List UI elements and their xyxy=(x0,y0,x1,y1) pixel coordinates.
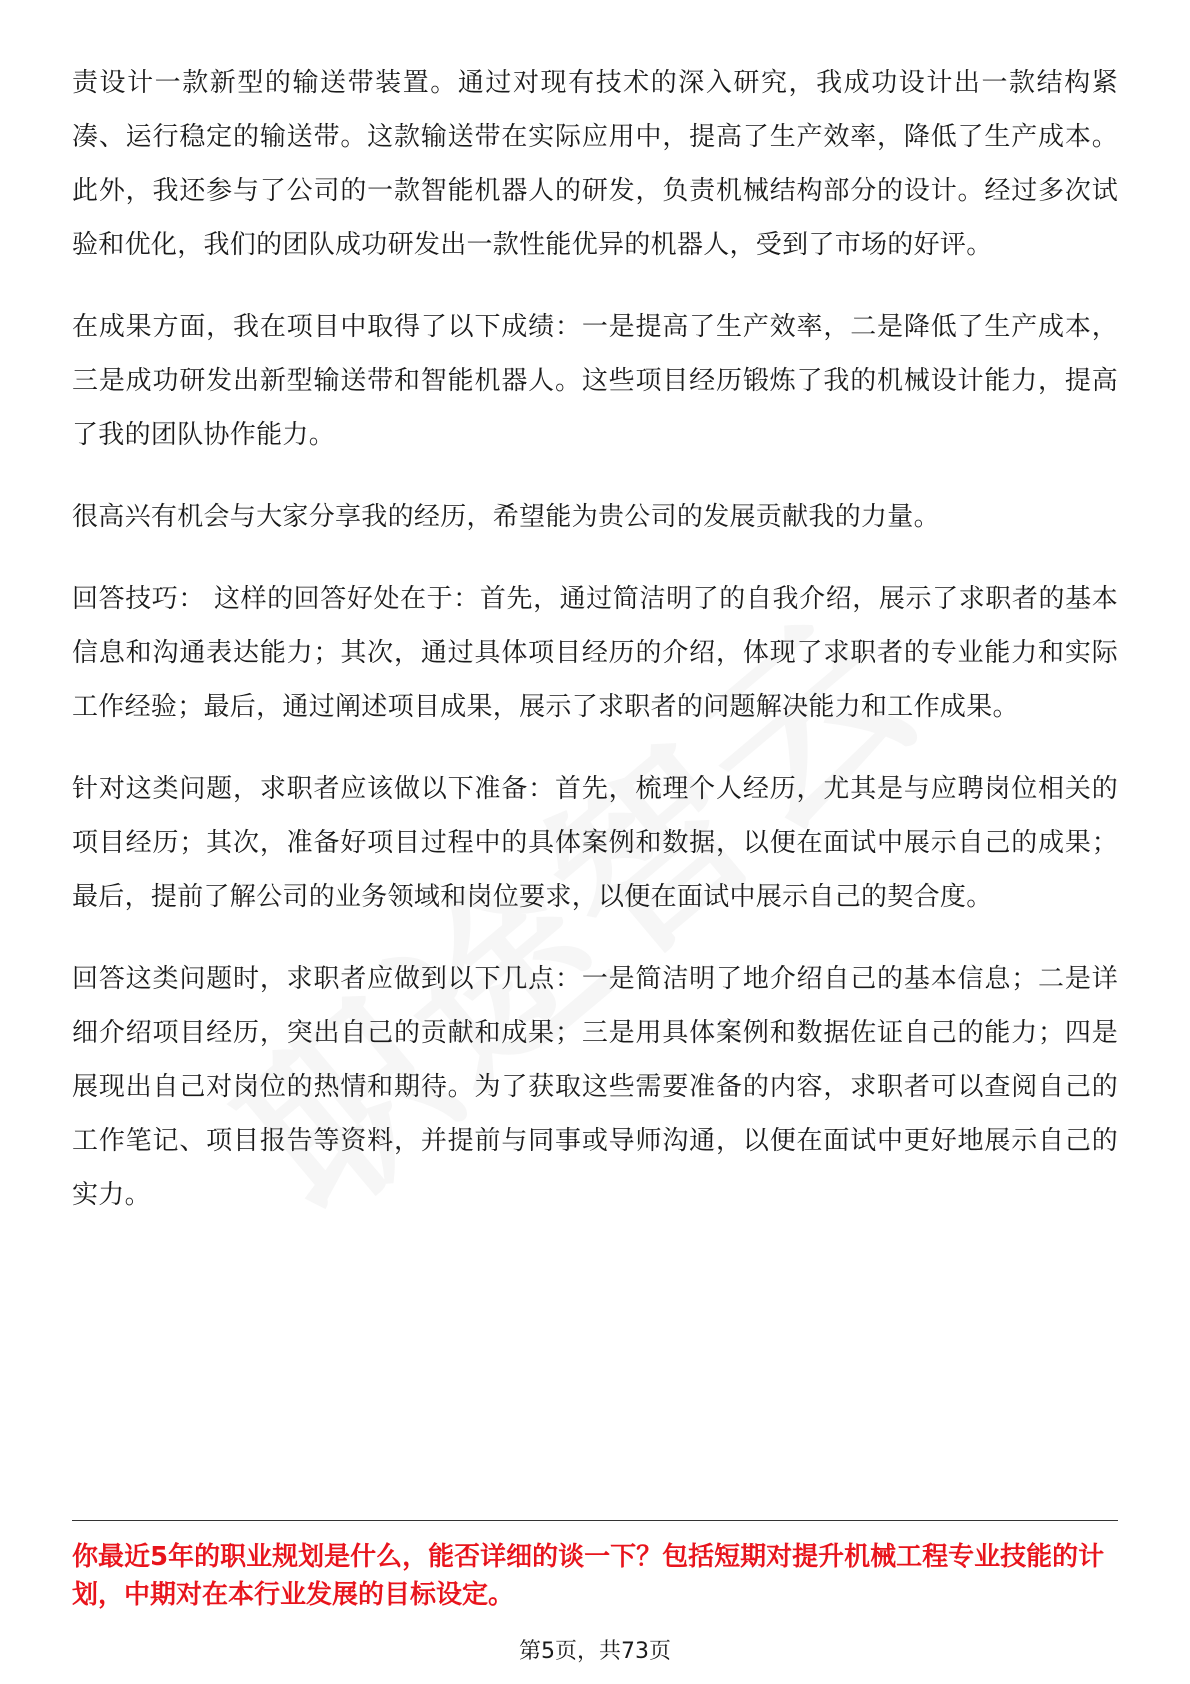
page-number: 第5页，共73页 xyxy=(519,1639,671,1664)
next-question-heading: 你最近5年的职业规划是什么，能否详细的谈一下？包括短期对提升机械工程专业技能的计划，中期对在本行业发展的目标设定。 xyxy=(72,1542,1105,1610)
page-content xyxy=(72,56,1118,1250)
section-divider xyxy=(72,1520,1118,1521)
paragraph-preparation: 针对这类问题，求职者应该做以下准备：首先，梳理个人经历，尤其是与应聘岗位相关的项目经历；其次，准备好项目过程中的具体案例和数据，以便在面试中展示自己的成果；最后，提前了解公司的业务领域和岗位要求，以便在面试中展示自己的契合度。 xyxy=(72,774,1118,912)
paragraph-answer-tips: 回答技巧： 这样的回答好处在于：首先，通过简洁明了的自我介绍，展示了求职者的基本信息和沟通表达能力；其次，通过具体项目经历的介绍，体现了求职者的专业能力和实际工作经验；最后，通过阐述项目成果，展示了求职者的问题解决能力和工作成果。 xyxy=(72,584,1118,722)
paragraph-closing: 很高兴有机会与大家分享我的经历，希望能为贵公司的发展贡献我的力量。 xyxy=(72,502,940,532)
paragraph-answer-points: 回答这类问题时，求职者应做到以下几点：一是简洁明了地介绍自己的基本信息；二是详细介绍项目经历，突出自己的贡献和成果；三是用具体案例和数据佐证自己的能力；四是展现出自己对岗位的热情和期待。为了获取这些需要准备的内容，求职者可以查阅自己的工作笔记、项目报告等资料，并提前与同事或导师沟通，以便在面试中更好地展示自己的实力。 xyxy=(72,964,1118,1210)
paragraph-achievements: 在成果方面，我在项目中取得了以下成绩：一是提高了生产效率，二是降低了生产成本，三是成功研发出新型输送带和智能机器人。这些项目经历锻炼了我的机械设计能力，提高了我的团队协作能力。 xyxy=(72,312,1118,450)
paragraph-project-experience: 责设计一款新型的输送带装置。通过对现有技术的深入研究，我成功设计出一款结构紧凑、运行稳定的输送带。这款输送带在实际应用中，提高了生产效率，降低了生产成本。此外，我还参与了公司的一款智能机器人的研发，负责机械结构部分的设计。经过多次试验和优化，我们的团队成功研发出一款性能优异的机器人，受到了市场的好评。 xyxy=(72,68,1118,260)
